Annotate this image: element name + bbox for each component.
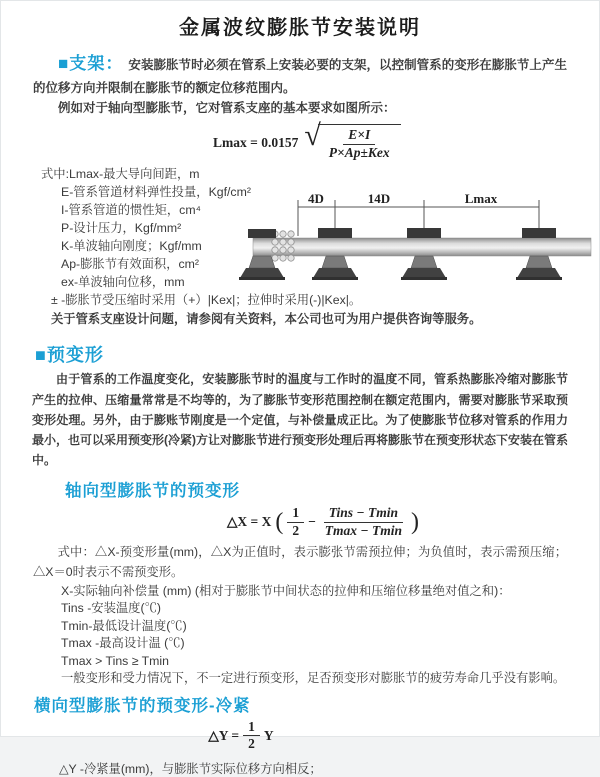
transverse-subsection-heading: 横向型膨胀节的预变形-冷紧: [34, 696, 251, 715]
sqrt-radical-icon: √: [304, 119, 321, 153]
definition-line: Tmax -最高设计温 (℃): [61, 636, 185, 651]
definition-line: Tmin-最低设计温度(℃): [61, 618, 187, 633]
definition-line: ex-单波轴向位移，mm: [61, 274, 185, 289]
formula-numerator: Tins − Tmin: [324, 505, 403, 523]
support-example-line: 例如对于轴向型膨胀节，它对管系支座的基本要求如图所示：: [58, 100, 396, 115]
consulting-note: 关于管系支座设计问题，请参阅有关资料，本公司也可为用户提供咨询等服务。: [51, 312, 482, 327]
axial-subsection-heading: 轴向型膨胀节的预变形: [65, 481, 240, 500]
transverse-coldtight-formula: △Y = $\frac{1}{2}$ Y: [208, 718, 274, 752]
left-paren: (: [275, 509, 284, 536]
axial-predeform-formula: △X = X ( $\frac{1}{2}$ − $\frac{\text{Tins − Tmin}}{Tmax - Tmin}$ ): [227, 504, 419, 538]
support-intro-paragraph: [33, 50, 567, 98]
formula-rhs: Y: [263, 727, 274, 743]
formula-lhs: △X = X: [227, 514, 272, 530]
dim-label-lmax: Lmax: [464, 191, 498, 206]
definition-line: 一般变形和受力情况下，不一定进行预变形，足否预变形对膨胀节的疲劳寿命几乎没有影响。: [61, 671, 566, 686]
formula-denominator: P×Ap±Kex: [328, 144, 390, 160]
dim-label-14d: 14D: [367, 191, 391, 206]
formula-lhs: △Y =: [208, 727, 240, 743]
support-section-heading: ■支架：: [58, 54, 124, 73]
definition-line: E-管系管道材料弹性投量，Kgf/cm²: [61, 184, 251, 199]
definition-line: X-实际轴向补偿量 (mm) (相对于膨胀节中间状态的拉伸和压缩位移量绝对值之和)：: [61, 583, 511, 598]
definition-line: P-设计压力，Kgf/mm²: [61, 220, 182, 235]
minus-operator: −: [308, 514, 316, 530]
formula-denominator: Tmax − Tmin: [324, 522, 402, 538]
pipe: [253, 238, 591, 256]
dim-label-4d: 4D: [308, 191, 324, 206]
coldtight-note: △Y -冷紧量(mm)，与膨胀节实际位移方向相反；: [59, 762, 322, 777]
formula-lhs: Lmax = 0.0157: [213, 134, 299, 150]
definition-line: I-管系管道的惯性矩，cm⁴: [61, 202, 201, 217]
page-title: 金属波纹膨胀节安装说明: [179, 17, 421, 39]
sqrt-expression: [302, 119, 400, 162]
predeform-body: 由于管系的工作温度变化，安装膨胀节时的温度与工作时的温度不同，管系热膨胀冷缩对膨胀节产生的拉伸、压缩量常常是不均等的，为了膨胀节变形范围控制在额定范围内，需要对膨胀节采取预变形处理。另外，由于膨账节刚度是一个定值，与补偿量成正比。为了使膨胀节位移对管系的作用力最小，也可以采用预变形(冷紧)方让对膨胀节进行预变形处理后再将膨胀节在预变形状态下安装在管系中。: [32, 372, 568, 468]
definition-line: K-单波轴向刚度；Kgf/mm: [61, 238, 202, 253]
support-intro-text: 安装膨胀节时必须在管系上安装必要的支架，以控制管系的变形在膨胀节上产生的位移方向并限制在膨胀节的额定位移范围内。: [33, 58, 567, 95]
axial-definitions-list: [61, 583, 599, 688]
right-paren: ): [410, 509, 419, 536]
definition-line: Tmax > Tins ≥ Tmin: [61, 653, 169, 668]
sign-convention-note: ± -膨胀节受压缩时采用（+）|Kex|；拉伸时采用(-)|Kex|。: [51, 293, 362, 308]
predeform-section-heading: ■预变形: [35, 345, 104, 366]
axial-formula-note: 式中：△X-预变形量(mm)，△X为正值时，表示膨张节需预拉伸；为负值时，表示需预压缩；△X＝0时表示不需预变形。: [33, 545, 567, 580]
definition-line: 式中:Lmax-最大导向间距，m: [41, 166, 200, 181]
definition-line: Tins -安装温度(℃): [61, 601, 161, 616]
pipe-support-spacing-diagram: [245, 192, 597, 292]
definition-line: Ap-膨胀节有效面积，cm²: [61, 256, 199, 271]
formula-numerator: E×I: [343, 127, 375, 145]
guide-spacing-formula: [213, 119, 599, 162]
